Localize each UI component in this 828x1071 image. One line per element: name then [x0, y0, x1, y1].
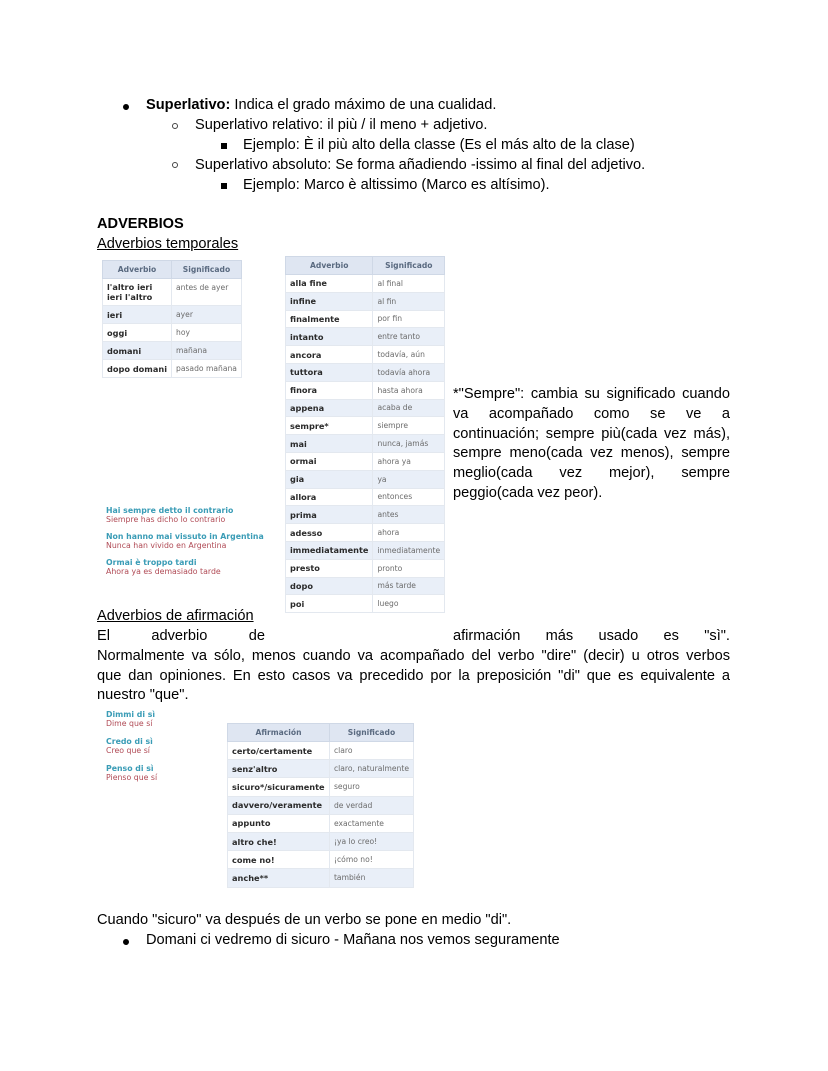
- table-header: Significado: [172, 261, 242, 279]
- superlativo-relativo: Superlativo relativo: il più / il meno + adjetivo.: [195, 117, 488, 133]
- bullet-disc-icon: [123, 104, 129, 110]
- section-heading-adverbios: ADVERBIOS: [97, 216, 184, 232]
- table-row: [286, 328, 445, 346]
- table-row: [286, 363, 445, 381]
- significado-cell: claro, naturalmente: [329, 760, 413, 778]
- adverbio-cell: finora: [286, 381, 373, 399]
- table-row: [228, 760, 414, 778]
- afirmacion-examples: [106, 710, 157, 782]
- temporales-table-2: [285, 256, 445, 613]
- bullet-disc-icon: [123, 939, 129, 945]
- adverbio-cell: ieri: [103, 306, 172, 324]
- table-row: [103, 342, 242, 360]
- table-row: [228, 742, 414, 760]
- temporales-table-1: [102, 260, 242, 378]
- adverbio-cell: l'altro ieri ieri l'altro: [103, 279, 172, 306]
- table-row: [286, 381, 445, 399]
- table-row: [286, 541, 445, 559]
- example-spanish: Siempre has dicho lo contrario: [106, 515, 226, 524]
- significado-cell: siempre: [373, 417, 445, 435]
- table-header: Adverbio: [103, 261, 172, 279]
- afirmacion-cell: altro che!: [228, 832, 330, 850]
- example-italian: Penso di sì: [106, 764, 154, 773]
- note-line: *"Sempre": cambia su significado cuando: [453, 386, 730, 402]
- significado-cell: todavía, aún: [373, 346, 445, 364]
- afirmacion-cell: davvero/veramente: [228, 796, 330, 814]
- table-row: [228, 814, 414, 832]
- table-row: [228, 869, 414, 887]
- bullet-circle-icon: [172, 123, 178, 129]
- significado-cell: ahora ya: [373, 452, 445, 470]
- afirmacion-cell: anche**: [228, 869, 330, 887]
- significado-cell: mañana: [172, 342, 242, 360]
- significado-cell: al fin: [373, 292, 445, 310]
- significado-cell: seguro: [329, 778, 413, 796]
- adverbio-cell: infine: [286, 292, 373, 310]
- adverbio-cell: gia: [286, 470, 373, 488]
- adverbio-cell: prima: [286, 506, 373, 524]
- significado-cell: todavía ahora: [373, 363, 445, 381]
- paragraph-line: nuestro "que".: [97, 687, 189, 704]
- significado-cell: claro: [329, 742, 413, 760]
- significado-cell: al final: [373, 275, 445, 293]
- temporales-examples: [106, 506, 264, 576]
- table-header: Significado: [329, 724, 413, 742]
- table-header: Adverbio: [286, 257, 373, 275]
- paragraph-first-left: El adverbio de: [97, 628, 265, 644]
- table-row: [228, 832, 414, 850]
- adverbio-cell: sempre*: [286, 417, 373, 435]
- adverbio-cell: intanto: [286, 328, 373, 346]
- example-italian: Ormai è troppo tardi: [106, 558, 197, 567]
- superlativo-absoluto: Superlativo absoluto: Se forma añadiendo -issimo al final del adjetivo.: [195, 157, 646, 173]
- significado-cell: inmediatamente: [373, 541, 445, 559]
- note-line: va acompañado como se ve a: [453, 405, 730, 422]
- table-row: [228, 778, 414, 796]
- sicuro-example: Domani ci vedremo di sicuro - Mañana nos vemos seguramente: [146, 932, 560, 948]
- adverbio-cell: domani: [103, 342, 172, 360]
- afirmacion-table: [227, 723, 414, 888]
- significado-cell: luego: [373, 595, 445, 613]
- bullet-square-icon: [221, 183, 227, 189]
- table-row: [228, 851, 414, 869]
- example-italian: Hai sempre detto il contrario: [106, 506, 234, 515]
- adverbio-cell: tuttora: [286, 363, 373, 381]
- significado-cell: entonces: [373, 488, 445, 506]
- table-row: [286, 346, 445, 364]
- table-row: [286, 292, 445, 310]
- table-row: [103, 279, 242, 306]
- paragraph-line: que dan opiniones. En esto casos va precedido por la preposición "di" que es equivalente a: [97, 667, 730, 684]
- adverbio-cell: allora: [286, 488, 373, 506]
- adverbio-cell: poi: [286, 595, 373, 613]
- superlativo-relativo-example: Ejemplo: È il più alto della classe (Es el más alto de la clase): [243, 137, 635, 153]
- adverbio-cell: dopo: [286, 577, 373, 595]
- significado-cell: ya: [373, 470, 445, 488]
- paragraph-line: Normalmente va sólo, menos cuando va acompañado del verbo "dire" (decir) u otros verbos: [97, 647, 730, 664]
- adverbio-cell: ormai: [286, 452, 373, 470]
- significado-cell: ahora: [373, 524, 445, 542]
- afirmacion-cell: sicuro*/sicuramente: [228, 778, 330, 796]
- table-row: [286, 488, 445, 506]
- subheading-afirmacion: Adverbios de afirmación: [97, 608, 254, 624]
- adverbio-cell: dopo domani: [103, 360, 172, 378]
- significado-cell: ayer: [172, 306, 242, 324]
- adverbio-cell: presto: [286, 559, 373, 577]
- note-line: sempre meno(cada vez menos), sempre: [453, 445, 730, 462]
- significado-cell: antes: [373, 506, 445, 524]
- example-spanish: Pienso que sí: [106, 773, 158, 782]
- significado-cell: por fin: [373, 310, 445, 328]
- adverbio-cell: finalmente: [286, 310, 373, 328]
- adverbio-cell: alla fine: [286, 275, 373, 293]
- adverbio-cell: immediatamente: [286, 541, 373, 559]
- table-row: [286, 595, 445, 613]
- table-row: [286, 435, 445, 453]
- significado-cell: más tarde: [373, 577, 445, 595]
- bullet-square-icon: [221, 143, 227, 149]
- example-spanish: Dime que sí: [106, 719, 153, 728]
- significado-cell: ¡ya lo creo!: [329, 832, 413, 850]
- table-row: [286, 399, 445, 417]
- superlativo-absoluto-example: Ejemplo: Marco è altissimo (Marco es altísimo).: [243, 177, 550, 193]
- sicuro-note: Cuando "sicuro" va después de un verbo se pone en medio "di".: [97, 912, 512, 928]
- example-italian: Credo di sì: [106, 737, 153, 746]
- bullet-circle-icon: [172, 162, 178, 168]
- superlativo-label: Superlativo:: [146, 97, 231, 113]
- significado-cell: entre tanto: [373, 328, 445, 346]
- table-row: [286, 577, 445, 595]
- example-spanish: Creo que sí: [106, 746, 150, 755]
- adverbio-cell: ancora: [286, 346, 373, 364]
- table-row: [286, 524, 445, 542]
- note-line: continuación; sempre più(cada vez más),: [453, 425, 730, 442]
- table-row: [286, 417, 445, 435]
- example-spanish: Nunca han vivido en Argentina: [106, 541, 227, 550]
- paragraph-first-right: afirmación más usado es "sì".: [453, 628, 730, 644]
- significado-cell: antes de ayer: [172, 279, 242, 306]
- adverbio-cell: oggi: [103, 324, 172, 342]
- sempre-note: [453, 385, 730, 504]
- afirmacion-paragraph: [97, 627, 730, 706]
- superlativo-line: [146, 96, 496, 115]
- note-line: meglio(cada vez mejor), sempre: [453, 465, 730, 482]
- significado-cell: exactamente: [329, 814, 413, 832]
- significado-cell: hasta ahora: [373, 381, 445, 399]
- table-row: [286, 275, 445, 293]
- example-spanish: Ahora ya es demasiado tarde: [106, 567, 221, 576]
- superlativo-text: Indica el grado máximo de una cualidad.: [230, 97, 497, 113]
- table-row: [103, 306, 242, 324]
- adverbio-cell: appena: [286, 399, 373, 417]
- afirmacion-cell: appunto: [228, 814, 330, 832]
- significado-cell: acaba de: [373, 399, 445, 417]
- table-header: Afirmación: [228, 724, 330, 742]
- subheading-temporales: Adverbios temporales: [97, 236, 239, 252]
- table-row: [286, 310, 445, 328]
- table-row: [103, 360, 242, 378]
- example-italian: Dimmi di sì: [106, 710, 156, 719]
- adverbio-cell: mai: [286, 435, 373, 453]
- table-row: [103, 324, 242, 342]
- significado-cell: ¡cómo no!: [329, 851, 413, 869]
- table-row: [286, 470, 445, 488]
- significado-cell: pronto: [373, 559, 445, 577]
- example-italian: Non hanno mai vissuto in Argentina: [106, 532, 264, 541]
- significado-cell: pasado mañana: [172, 360, 242, 378]
- afirmacion-cell: certo/certamente: [228, 742, 330, 760]
- adverbio-cell: adesso: [286, 524, 373, 542]
- significado-cell: de verdad: [329, 796, 413, 814]
- table-row: [286, 506, 445, 524]
- significado-cell: nunca, jamás: [373, 435, 445, 453]
- table-row: [286, 452, 445, 470]
- table-header: Significado: [373, 257, 445, 275]
- paragraph-first-line: [97, 627, 730, 647]
- afirmacion-cell: senz'altro: [228, 760, 330, 778]
- note-line: peggio(cada vez peor).: [453, 484, 603, 501]
- afirmacion-cell: come no!: [228, 851, 330, 869]
- table-row: [228, 796, 414, 814]
- table-row: [286, 559, 445, 577]
- significado-cell: también: [329, 869, 413, 887]
- significado-cell: hoy: [172, 324, 242, 342]
